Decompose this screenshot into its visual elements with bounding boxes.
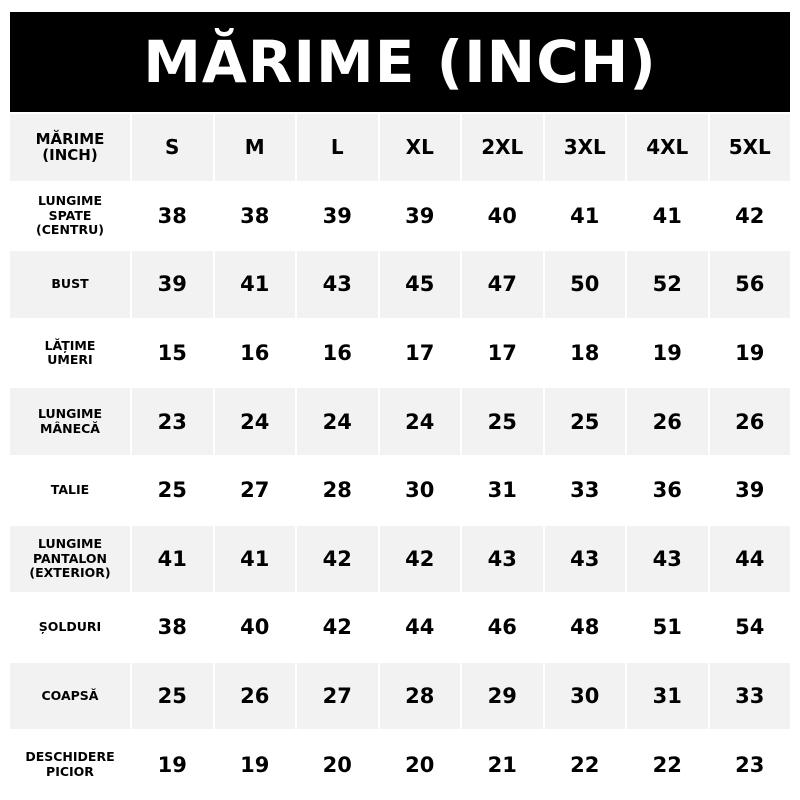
measurement-value: 18 <box>545 320 626 387</box>
measurement-value: 39 <box>380 183 461 250</box>
measurement-value: 43 <box>627 526 708 593</box>
size-column-header: XL <box>380 114 461 181</box>
measurement-value: 29 <box>462 663 543 730</box>
measurement-value: 23 <box>710 731 791 798</box>
measurement-value: 24 <box>380 388 461 455</box>
size-column-header: 2XL <box>462 114 543 181</box>
measurement-value: 46 <box>462 594 543 661</box>
measurement-row-label: LUNGIME PANTALON (EXTERIOR) <box>10 526 130 593</box>
measurement-value: 30 <box>380 457 461 524</box>
measurement-value: 24 <box>215 388 296 455</box>
measurement-value: 16 <box>215 320 296 387</box>
measurement-value: 43 <box>462 526 543 593</box>
measurement-value: 22 <box>545 731 626 798</box>
measurement-value: 31 <box>462 457 543 524</box>
measurement-row-label: ȘOLDURI <box>10 594 130 661</box>
measurement-value: 19 <box>215 731 296 798</box>
measurement-value: 19 <box>132 731 213 798</box>
measurement-value: 41 <box>545 183 626 250</box>
measurement-value: 38 <box>132 594 213 661</box>
measurement-value: 25 <box>132 457 213 524</box>
measurement-value: 39 <box>132 251 213 318</box>
measurement-value: 41 <box>215 251 296 318</box>
measurement-value: 26 <box>710 388 791 455</box>
measurement-value: 51 <box>627 594 708 661</box>
measurement-value: 45 <box>380 251 461 318</box>
measurement-value: 20 <box>297 731 378 798</box>
measurement-value: 42 <box>297 594 378 661</box>
measurement-value: 42 <box>710 183 791 250</box>
measurement-value: 38 <box>215 183 296 250</box>
measurement-value: 26 <box>627 388 708 455</box>
measurement-value: 25 <box>462 388 543 455</box>
measurement-value: 19 <box>627 320 708 387</box>
measurement-value: 26 <box>215 663 296 730</box>
measurement-value: 52 <box>627 251 708 318</box>
measurement-value: 44 <box>380 594 461 661</box>
measurement-value: 42 <box>380 526 461 593</box>
measurement-value: 25 <box>545 388 626 455</box>
chart-title: MĂRIME (INCH) <box>10 12 790 112</box>
measurement-value: 40 <box>215 594 296 661</box>
corner-header: MĂRIME (INCH) <box>10 114 130 181</box>
measurement-value: 23 <box>132 388 213 455</box>
measurement-value: 42 <box>297 526 378 593</box>
measurement-value: 43 <box>297 251 378 318</box>
measurement-value: 47 <box>462 251 543 318</box>
measurement-value: 36 <box>627 457 708 524</box>
measurement-value: 33 <box>710 663 791 730</box>
measurement-value: 16 <box>297 320 378 387</box>
measurement-value: 50 <box>545 251 626 318</box>
size-column-header: S <box>132 114 213 181</box>
measurement-value: 24 <box>297 388 378 455</box>
measurement-value: 17 <box>380 320 461 387</box>
measurement-value: 20 <box>380 731 461 798</box>
measurement-value: 22 <box>627 731 708 798</box>
measurement-value: 33 <box>545 457 626 524</box>
measurement-value: 27 <box>215 457 296 524</box>
measurement-row-label: LUNGIME SPATE (CENTRU) <box>10 183 130 250</box>
measurement-row-label: LUNGIME MÂNECĂ <box>10 388 130 455</box>
measurement-row-label: LĂȚIME UMERI <box>10 320 130 387</box>
measurement-value: 30 <box>545 663 626 730</box>
measurement-value: 38 <box>132 183 213 250</box>
measurement-value: 41 <box>627 183 708 250</box>
measurement-value: 28 <box>297 457 378 524</box>
measurement-value: 28 <box>380 663 461 730</box>
size-column-header: 3XL <box>545 114 626 181</box>
measurement-value: 40 <box>462 183 543 250</box>
measurement-value: 31 <box>627 663 708 730</box>
measurement-value: 56 <box>710 251 791 318</box>
measurement-value: 54 <box>710 594 791 661</box>
measurement-value: 25 <box>132 663 213 730</box>
measurement-value: 41 <box>215 526 296 593</box>
measurement-value: 44 <box>710 526 791 593</box>
measurement-row-label: BUST <box>10 251 130 318</box>
measurement-row-label: DESCHIDERE PICIOR <box>10 731 130 798</box>
measurement-value: 15 <box>132 320 213 387</box>
measurement-value: 39 <box>297 183 378 250</box>
measurement-value: 48 <box>545 594 626 661</box>
size-table <box>10 114 790 798</box>
measurement-value: 41 <box>132 526 213 593</box>
measurement-value: 43 <box>545 526 626 593</box>
size-column-header: M <box>215 114 296 181</box>
size-column-header: L <box>297 114 378 181</box>
measurement-value: 39 <box>710 457 791 524</box>
size-column-header: 4XL <box>627 114 708 181</box>
measurement-value: 19 <box>710 320 791 387</box>
measurement-value: 17 <box>462 320 543 387</box>
size-column-header: 5XL <box>710 114 791 181</box>
measurement-row-label: COAPSĂ <box>10 663 130 730</box>
measurement-value: 27 <box>297 663 378 730</box>
measurement-value: 21 <box>462 731 543 798</box>
measurement-row-label: TALIE <box>10 457 130 524</box>
